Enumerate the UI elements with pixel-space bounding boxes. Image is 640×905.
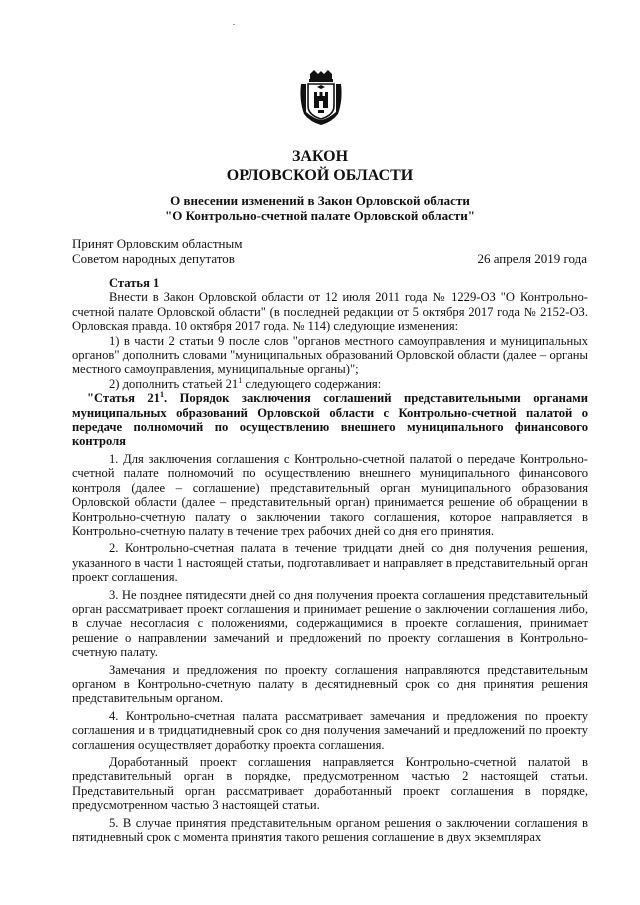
- paragraph-1: 1. Для заключения соглашения с Контрольно-счетной палатой о передаче Контрольно-счетной палате полномочий по осуществлению внешнего муниципального финансового контроля (далее – соглашение) представительный орган муниципального образования Орловской области (далее – представительный орган) принимается решение об обращении в Контрольно-счетную палату о заключении такого соглашения, которое направляется в Контрольно-счетную палату в течение трех рабочих дней со дня его принятия.: [72, 451, 588, 538]
- adoption-line-2: Советом народных депутатов: [72, 251, 235, 266]
- region-name: ОРЛОВСКОЙ ОБЛАСТИ: [226, 167, 414, 184]
- paragraph-3: 3. Не позднее пятидесяти дней со дня получения проекта соглашения представительный орган рассматривает проект соглашения и принимает решение о заключении соглашения либо, в случае несогласия с положениями, содержащимися в проекте соглашения, принимает решение о направлении замечаний и предложений по проекту соглашения в Контрольно-счетную палату.: [72, 587, 588, 660]
- amendment-item-1: 1) в части 2 статьи 9 после слов "органов местного самоуправления и муниципальных органов" дополнить словами "муниципальных образований Орловской области (далее – органы местного самоуправления, муниципальные органы)";: [72, 333, 588, 377]
- document-title: ЗАКОН: [291, 148, 349, 165]
- article-heading: Статья 1: [109, 276, 160, 290]
- scan-speck: [233, 24, 235, 25]
- adoption-date: 26 апреля 2019 года: [477, 251, 587, 266]
- paragraph-4: 4. Контрольно-счетная палата рассматривает замечания и предложения по проекту соглашения и в тридцатидневный срок со дня получения замечаний и предложений по проекту соглашения осуществляет доработку проекта соглашения.: [72, 708, 588, 752]
- paragraph-2: 2. Контрольно-счетная палата в течение тридцати дней со дня получения решения, указанного в части 1 настоящей статьи, подготавливает и направляет в представительный орган проект соглашения.: [72, 541, 588, 585]
- article-body: [72, 276, 588, 844]
- coat-of-arms-icon: [298, 70, 344, 126]
- new-article-title: "Статья $21^1$. Порядок заключения соглашений представительными органами муниципальных образований Орловской области с Контрольно-счетной палатой о передаче полномочий по осуществлению внешнего муниципального финансового контроля: [72, 390, 588, 449]
- adoption-line-1: Принят Орловским областным: [72, 236, 243, 251]
- article-intro: Внести в Закон Орловской области от 12 июля 2011 года № 1229-ОЗ "О Контрольно-счетной палате Орловской области" (в последней редакции от 5 октября 2017 года № 2152-ОЗ. Орловская правда. 10 октября 2017 года. № 114) следующие изменения:: [72, 290, 588, 334]
- paragraph-3-remarks: Замечания и предложения по проекту соглашения направляются представительным органом в Контрольно-счетную палату в десятидневный срок со дня принятия решения представительным органом.: [72, 662, 588, 706]
- law-subtitle-line-2: "О Контрольно-счетной палате Орловской области": [165, 208, 475, 223]
- paragraph-5: 5. В случае принятия представительным органом решения о заключении соглашения в пятидневный срок с момента принятия такого решения соглашение в двух экземплярах: [72, 815, 588, 845]
- law-subtitle-line-1: О внесении изменений в Закон Орловской области: [170, 193, 470, 208]
- amendment-item-2: 2) дополнить статьей $21^1$ следующего содержания:: [109, 375, 382, 391]
- paragraph-4-revised: Доработанный проект соглашения направляется Контрольно-счетной палатой в представительный орган в порядке, предусмотренном частью 2 настоящей статьи. Представительный орган рассматривает доработанный проект соглашения в порядке, предусмотренном частью 3 настоящей статьи.: [72, 755, 588, 813]
- adoption-block: [72, 236, 372, 266]
